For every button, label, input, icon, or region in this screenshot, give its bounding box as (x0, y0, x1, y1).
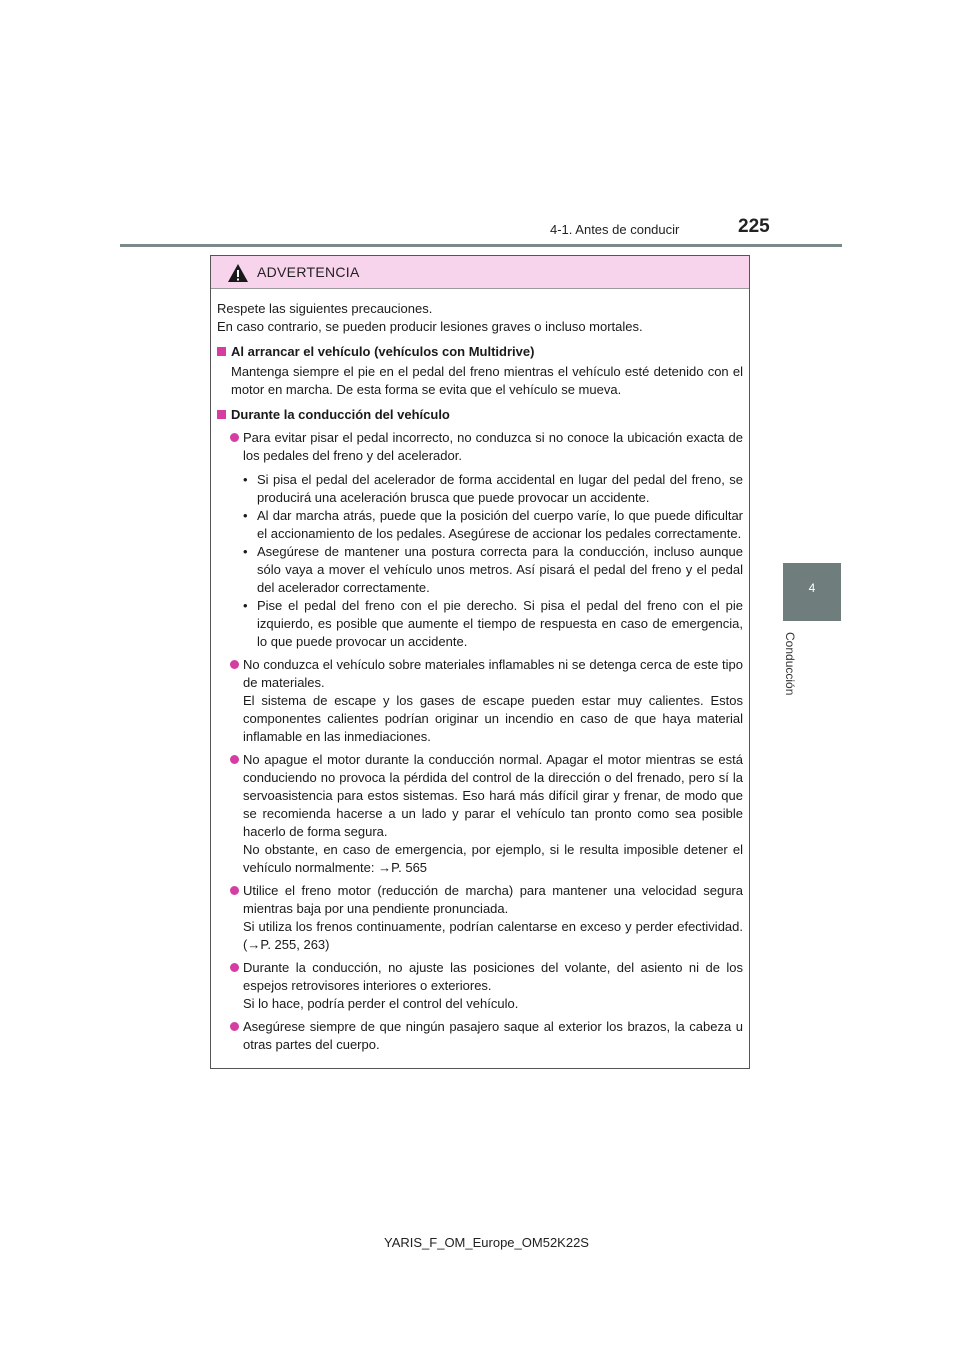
section-title: 4-1. Antes de conducir (550, 222, 680, 237)
sub-item: • Al dar marcha atrás, puede que la posición del cuerpo varíe, lo que puede dificultar el accionamiento de los pedales. Asegúrese de accionar los pedales correctamente. (243, 507, 743, 543)
warning-title: ADVERTENCIA (257, 264, 360, 280)
warning-triangle-icon (227, 263, 249, 283)
intro-line: Respete las siguientes precauciones. (217, 301, 433, 316)
chapter-label-container (785, 632, 809, 722)
document-code: YARIS_F_OM_Europe_OM52K22S (384, 1235, 589, 1250)
list-item (217, 1018, 743, 1054)
warning-header (211, 256, 749, 289)
bullet-text: Durante la conducción, no ajuste las posiciones del volante, del asiento ni de los espejos retrovisores interiores o exteriores. (243, 960, 743, 993)
bullet-text: Asegúrese siempre de que ningún pasajero saque al exterior los brazos, la cabeza u otras partes del cuerpo. (243, 1019, 743, 1052)
bullet-text: Para evitar pisar el pedal incorrecto, no conduzca si no conoce la ubicación exacta de los pedales del freno y del acelerador. (243, 430, 743, 463)
list-item (217, 751, 743, 877)
intro-line: En caso contrario, se pueden producir lesiones graves o incluso mortales. (217, 319, 643, 334)
list-item (217, 429, 743, 465)
chapter-number: 4 (808, 581, 816, 595)
warning-box (210, 255, 750, 1069)
bullet-text-continued: El sistema de escape y los gases de escape pueden estar muy calientes. Estos componentes calientes podrían originar un incendio en caso de que haya material inflamable en las inmediaciones. (243, 693, 743, 744)
warning-intro (217, 300, 743, 336)
sub-item: • Asegúrese de mantener una postura correcta para la conducción, incluso aunque sólo vaya a mover el vehículo unos metros. Así pisará el pedal del freno y el pedal del acelerador correctamente. (243, 543, 743, 597)
list-item (217, 656, 743, 746)
bullet-text: No conduzca el vehículo sobre materiales inflamables ni se detenga cerca de este tipo de materiales. (243, 657, 743, 690)
bullet-text-continued: Si lo hace, podría perder el control del vehículo. (243, 996, 519, 1011)
header-divider (120, 244, 842, 247)
sub-item: • Pise el pedal del freno con el pie derecho. Si pisa el pedal del freno con el pie izquierdo, es posible que aumente el tiempo de respuesta en caso de emergencia, lo que puede provocar un accidente. (243, 597, 743, 651)
page-number: 225 (738, 216, 770, 237)
bullet-text-continued: No obstante, en caso de emergencia, por ejemplo, si le resulta imposible detener el vehículo normalmente: →P. 565 (243, 842, 743, 875)
sub-list (217, 471, 743, 651)
list-item (217, 882, 743, 954)
bullet-text: Utilice el freno motor (reducción de marcha) para mantener una velocidad segura mientras baja por una pendiente pronunciada. (243, 883, 743, 916)
bullet-text: No apague el motor durante la conducción normal. Apagar el motor mientras se está conduciendo no provoca la pérdida del control de la dirección o del frenado, pero sí la servoasistencia para estos sistemas. Eso hará más difícil girar y frenar, de modo que se recomienda hacerse a un lado y parar el vehículo tan pronto como sea posible hacerlo de forma segura. (243, 752, 743, 839)
section-heading: Al arrancar el vehículo (vehículos con Multidrive) (217, 343, 743, 361)
list-item (217, 959, 743, 1013)
section-heading: Durante la conducción del vehículo (217, 406, 743, 424)
warning-body (217, 300, 743, 1054)
sub-item: • Si pisa el pedal del acelerador de forma accidental en lugar del pedal del freno, se producirá una aceleración brusca que puede provocar un accidente. (243, 471, 743, 507)
bullet-text-continued: Si utiliza los frenos continuamente, podrían calentarse en exceso y perder efectividad. (→P. 255, 263) (243, 919, 743, 952)
section-driving (217, 406, 743, 1054)
chapter-label: Conducción (783, 632, 797, 696)
section-multidrive (217, 343, 743, 399)
section-text: Mantenga siempre el pie en el pedal del freno mientras el vehículo esté detenido con el motor en marcha. De esta forma se evita que el vehículo se mueva. (231, 364, 743, 397)
chapter-tab (783, 563, 841, 621)
